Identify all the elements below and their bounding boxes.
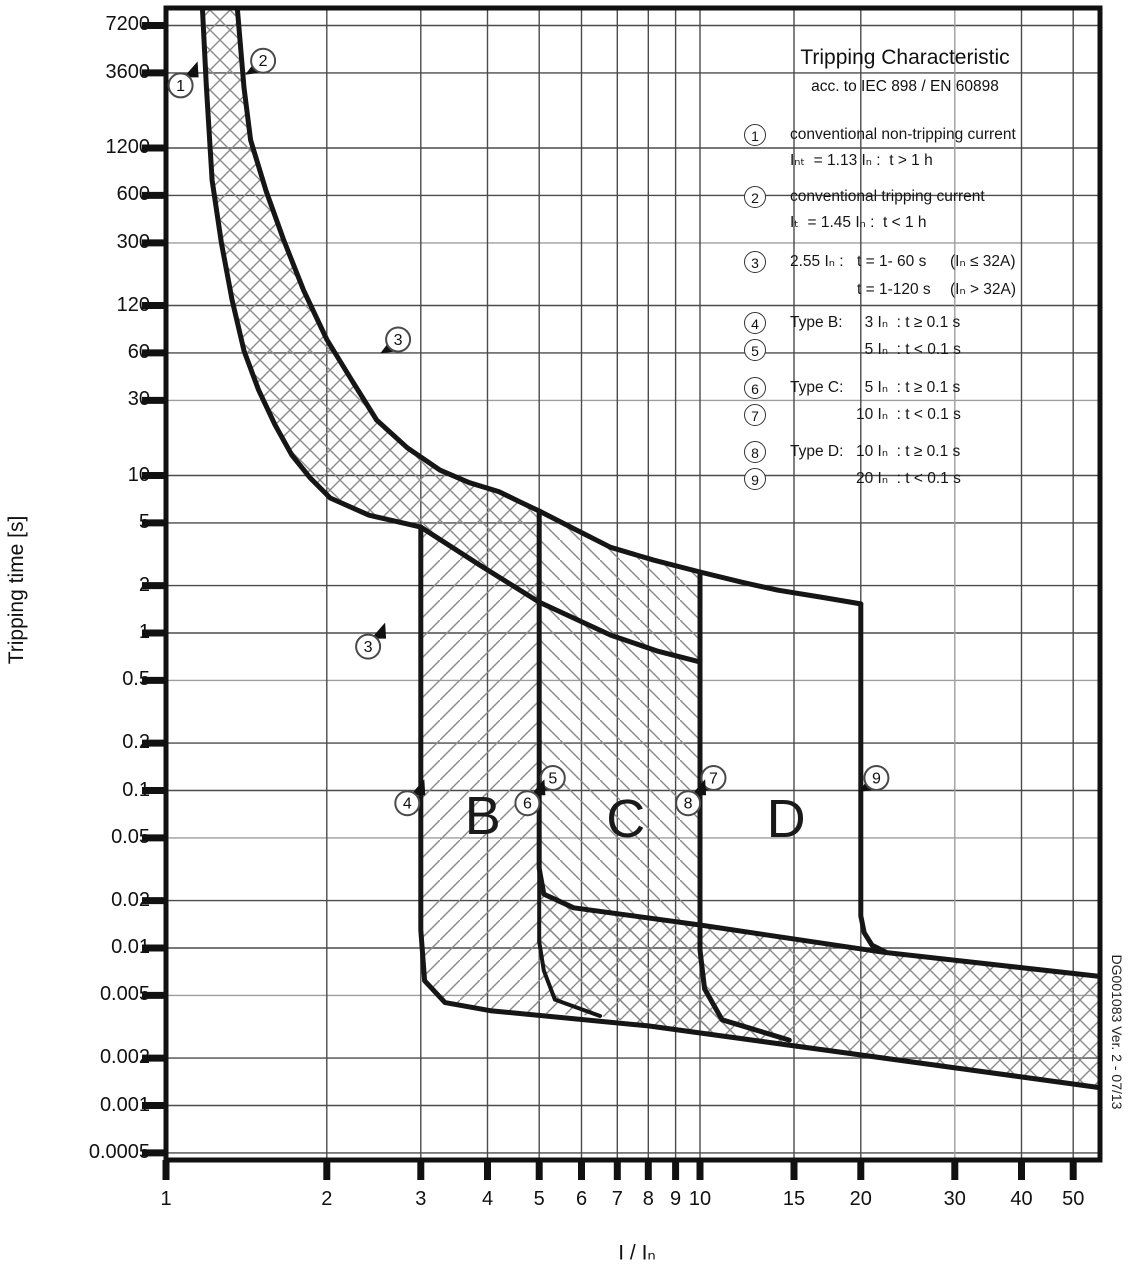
y-tick-label-120: 120 bbox=[116, 293, 150, 316]
x-tick-label-8: 8 bbox=[642, 1188, 654, 1210]
y-tick-label-0.02: 0.02 bbox=[111, 888, 150, 911]
y-tick-label-2: 2 bbox=[138, 573, 150, 596]
x-tick-label-10: 10 bbox=[688, 1188, 712, 1210]
y-tick-label-0.5: 0.5 bbox=[122, 668, 150, 691]
region-label-D: D bbox=[766, 788, 806, 849]
legend-item-8-value: 10 Iₙ : t ≥ 0.1 s bbox=[856, 443, 961, 460]
legend-item-6-type: Type C: bbox=[790, 379, 844, 396]
marker-number-1: 1 bbox=[176, 77, 186, 95]
legend-item-3-label: 2.55 Iₙ : bbox=[790, 253, 844, 270]
legend-item-9-value: 20 Iₙ : t < 0.1 s bbox=[856, 470, 961, 487]
y-tick-label-0.1: 0.1 bbox=[122, 778, 150, 801]
x-tick-label-5: 5 bbox=[533, 1188, 545, 1210]
y-tick-label-10: 10 bbox=[127, 463, 150, 486]
legend-item-5-value: 5 Iₙ : t < 0.1 s bbox=[856, 341, 961, 358]
legend-item-1-line-1: conventional non-tripping current bbox=[790, 126, 1016, 143]
legend-item-8-type: Type D: bbox=[790, 443, 844, 460]
x-tick-label-20: 20 bbox=[849, 1188, 872, 1210]
legend-badge-7: 7 bbox=[744, 404, 766, 426]
y-axis-title: Tripping time [s] bbox=[5, 515, 28, 665]
marker-number-2: 2 bbox=[258, 53, 268, 71]
legend-item-7-value: 10 Iₙ : t < 0.1 s bbox=[856, 406, 961, 423]
legend-item-2-line-2: Iₜ = 1.45 Iₙ : t < 1 h bbox=[790, 214, 927, 231]
region-label-B: B bbox=[464, 785, 501, 846]
y-tick-label-7200: 7200 bbox=[105, 13, 150, 36]
x-tick-label-9: 9 bbox=[670, 1188, 682, 1210]
x-tick-label-15: 15 bbox=[782, 1188, 806, 1210]
region-label-C: C bbox=[606, 788, 646, 849]
marker-number-3: 3 bbox=[393, 332, 403, 349]
y-tick-label-0.0005: 0.0005 bbox=[88, 1140, 150, 1163]
y-tick-label-0.2: 0.2 bbox=[122, 731, 150, 754]
legend-item-2-line-1: conventional tripping current bbox=[790, 188, 985, 205]
x-tick-label-30: 30 bbox=[943, 1188, 966, 1210]
legend-item-6-value: 5 Iₙ : t ≥ 0.1 s bbox=[856, 379, 961, 396]
y-tick-label-30: 30 bbox=[127, 388, 150, 411]
x-axis-title: I / Iₙ bbox=[618, 1241, 656, 1265]
x-tick-label-7: 7 bbox=[611, 1188, 623, 1210]
legend-item-3-condition-2: (Iₙ > 32A) bbox=[950, 281, 1017, 298]
legend-item-1-line-2: Iₙₜ = 1.13 Iₙ : t > 1 h bbox=[790, 152, 933, 169]
x-tick-label-1: 1 bbox=[160, 1188, 172, 1210]
y-tick-label-300: 300 bbox=[116, 230, 150, 253]
y-tick-label-0.005: 0.005 bbox=[99, 983, 150, 1006]
x-tick-label-40: 40 bbox=[1010, 1188, 1033, 1210]
y-tick-label-3600: 3600 bbox=[105, 60, 150, 83]
y-tick-label-0.002: 0.002 bbox=[99, 1046, 150, 1069]
legend-item-3-time-2: t = 1-120 s bbox=[857, 281, 931, 298]
legend-badge-5: 5 bbox=[744, 339, 766, 361]
marker-number-9: 9 bbox=[871, 770, 881, 788]
x-tick-label-3: 3 bbox=[415, 1188, 427, 1210]
marker-number-3: 3 bbox=[363, 639, 373, 657]
legend-badge-3: 3 bbox=[744, 251, 766, 273]
x-tick-label-2: 2 bbox=[321, 1188, 333, 1210]
legend-item-4-value: 3 Iₙ : t ≥ 0.1 s bbox=[856, 314, 961, 331]
y-tick-label-1: 1 bbox=[138, 621, 150, 643]
chart-title: Tripping Characteristic bbox=[800, 46, 1010, 69]
x-tick-label-4: 4 bbox=[481, 1188, 494, 1210]
legend-badge-8: 8 bbox=[744, 441, 766, 463]
x-tick-label-6: 6 bbox=[575, 1188, 588, 1210]
y-tick-label-0.01: 0.01 bbox=[111, 936, 150, 958]
marker-number-4: 4 bbox=[402, 795, 412, 813]
y-tick-label-5: 5 bbox=[138, 510, 150, 533]
marker-number-6: 6 bbox=[522, 795, 532, 813]
marker-number-8: 8 bbox=[683, 795, 693, 813]
x-tick-label-50: 50 bbox=[1062, 1188, 1085, 1210]
marker-number-7: 7 bbox=[709, 770, 718, 788]
legend-badge-9: 9 bbox=[744, 468, 766, 490]
y-tick-label-600: 600 bbox=[116, 183, 150, 206]
legend-item-3-time-1: t = 1- 60 s bbox=[857, 253, 927, 270]
legend-badge-1: 1 bbox=[744, 124, 766, 146]
y-tick-label-0.05: 0.05 bbox=[111, 825, 150, 848]
y-tick-label-0.001: 0.001 bbox=[99, 1093, 150, 1116]
y-tick-label-1200: 1200 bbox=[105, 136, 150, 159]
legend-item-3-condition-1: (Iₙ ≤ 32A) bbox=[950, 253, 1016, 270]
legend-badge-2: 2 bbox=[744, 186, 766, 208]
document-reference: DG001083 Ver. 2 - 07/13 bbox=[1109, 954, 1125, 1110]
marker-number-5: 5 bbox=[548, 770, 558, 788]
legend-item-4-type: Type B: bbox=[790, 314, 843, 331]
chart-subtitle: acc. to IEC 898 / EN 60898 bbox=[811, 78, 999, 95]
y-tick-label-60: 60 bbox=[127, 340, 150, 363]
legend-badge-4: 4 bbox=[744, 312, 766, 334]
legend-badge-6: 6 bbox=[744, 377, 766, 399]
